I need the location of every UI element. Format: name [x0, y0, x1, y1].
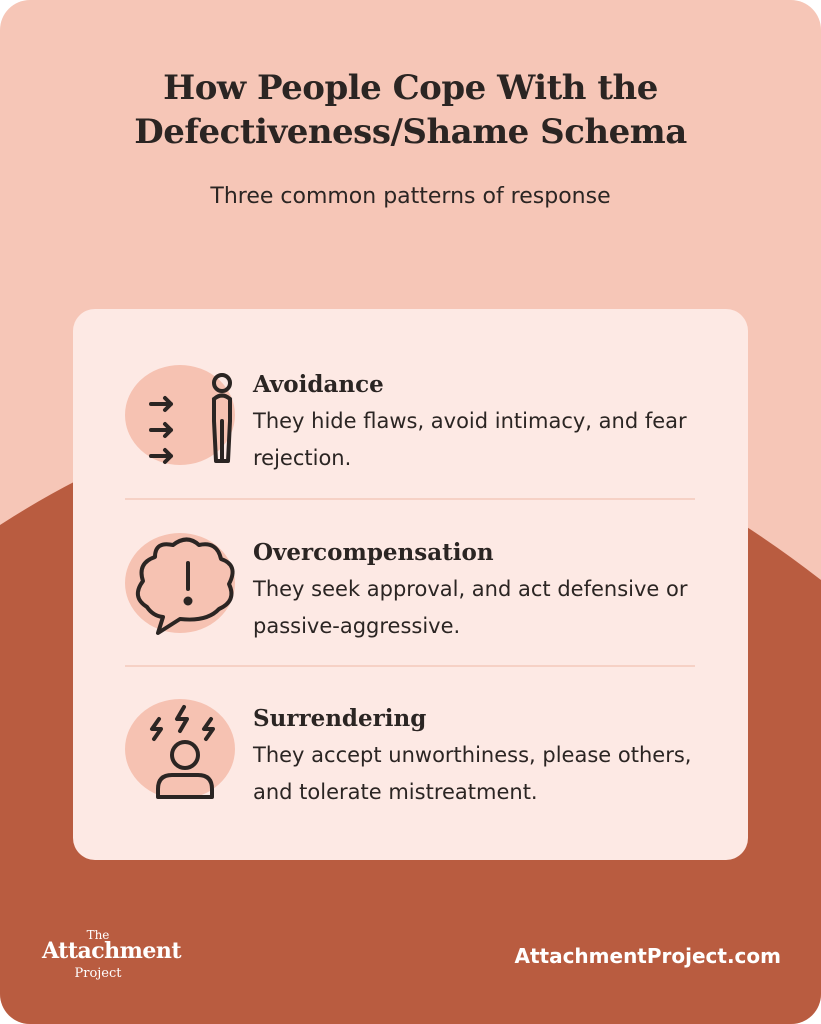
divider	[125, 665, 695, 667]
pattern-title: Avoidance	[253, 371, 384, 398]
page-title	[0, 66, 821, 154]
exclamation-speech-bubble-icon	[125, 529, 245, 639]
pattern-description: They accept unworthiness, please others, and tolerate mistreatment.	[253, 743, 692, 804]
pattern-description: They seek approval, and act defensive or passive-aggressive.	[253, 577, 688, 638]
stressed-person-icon	[125, 695, 245, 805]
divider	[125, 498, 695, 500]
pattern-title: Overcompensation	[253, 539, 494, 566]
patterns-card	[73, 309, 748, 860]
logo-the-text: The	[86, 928, 110, 942]
title-line-2: Defectiveness/Shame Schema	[134, 112, 687, 152]
pattern-surrendering	[73, 695, 748, 855]
pattern-avoidance	[73, 361, 748, 521]
logo-main-text: Attachment	[42, 938, 182, 964]
subtitle: Three common patterns of response	[210, 184, 611, 209]
pattern-title: Surrendering	[253, 705, 427, 732]
attachment-project-logo	[42, 928, 202, 988]
title-line-1: How People Cope With the	[163, 68, 658, 108]
website-url: AttachmentProject.com	[514, 944, 781, 968]
logo-project-text: Project	[74, 966, 122, 981]
person-backing-away-icon	[125, 361, 245, 471]
pattern-description: They hide flaws, avoid intimacy, and fear rejection.	[253, 409, 687, 470]
